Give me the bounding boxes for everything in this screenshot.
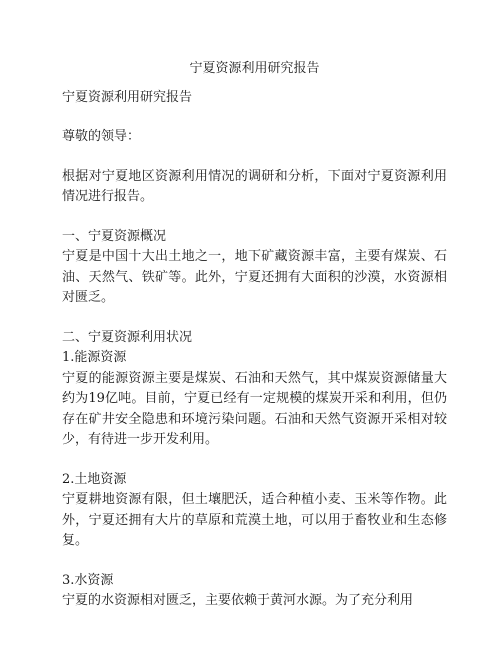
section-1-body: 宁夏是中国十大出土地之一，地下矿藏资源丰富，主要有煤炭、石油、天然气、铁矿等。此外，宁夏还拥有大面积的沙漠，水资源相对匮乏。 [62, 249, 447, 305]
subsection-land-body: 宁夏耕地资源有限，但土壤肥沃，适合种植小麦、玉米等作物。此外，宁夏还拥有大片的草原和荒漠土地，可以用于畜牧业和生态修复。 [62, 492, 447, 548]
subsection-energy-heading: 1.能源资源 [62, 350, 127, 365]
section-1-heading: 一、宁夏资源概况 [62, 228, 167, 244]
section-2-heading: 二、宁夏资源利用状况 [62, 329, 193, 345]
salutation: 尊敬的领导： [62, 129, 141, 144]
report-subtitle: 宁夏资源利用研究报告 [62, 89, 193, 105]
subsection-energy-body: 宁夏的能源资源主要是煤炭、石油和天然气，其中煤炭资源储量大约为19亿吨。目前，宁夏已经有一定规模的煤炭开采和利用，但仍存在矿井安全隐患和环境污染问题。石油和天然气资源开采相对较少，有待进一步开发利用。 [62, 370, 447, 447]
document-title: 宁夏资源利用研究报告 [189, 61, 320, 76]
document-body [62, 59, 447, 612]
intro-paragraph: 根据对宁夏地区资源利用情况的调研和分析，下面对宁夏资源利用情况进行报告。 [62, 168, 447, 204]
subsection-water-body: 宁夏的水资源相对匮乏，主要依赖于黄河水源。为了充分利用 [62, 593, 414, 608]
subsection-water-heading: 3.水资源 [62, 572, 114, 588]
subsection-land-heading: 2.土地资源 [62, 471, 127, 487]
